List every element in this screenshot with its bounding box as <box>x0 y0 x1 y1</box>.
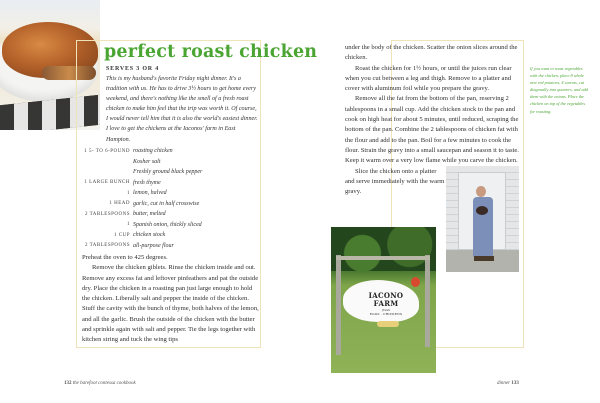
photo-hen-feet <box>377 321 399 327</box>
recipe-intro: This is my husband's favorite Friday night dinner. It's a tradition with us. He has to drive 3½ hours to get home every weekend, and there's nothing like the smell of a fresh roast chicken to make him feel that the trip was worth it. Of course, I would never tell him that it is also the world's easiest dinner. I love to get the chickens at the Iaconos' farm in East Hampton. <box>106 76 258 143</box>
ingredient-name: chicken stock <box>133 232 166 239</box>
ingredient-quantity: 2 TABLESPOONS <box>84 243 130 249</box>
ingredient-row <box>82 188 260 199</box>
ingredient-name: fresh thyme <box>133 179 161 186</box>
ingredient-row <box>82 199 260 210</box>
sign-line: fresh <box>382 308 390 312</box>
page-number: 132 <box>64 381 72 386</box>
photo-farmer-boots <box>474 256 494 261</box>
sign-line: EGGS · CHICKENS <box>369 312 403 316</box>
ingredient-row <box>82 178 260 189</box>
ingredient-list <box>82 146 260 251</box>
ingredient-name: all-purpose flour <box>133 242 174 249</box>
recipe-title: perfect roast chicken <box>104 42 318 62</box>
section-name: dinner <box>497 381 511 386</box>
ingredient-name: lemon, halved <box>133 190 167 197</box>
method-paragraph: under the body of the chicken. Scatter the onion slices around the chicken. <box>345 44 518 62</box>
ingredient-row <box>82 157 260 168</box>
farm-sign-photo <box>331 227 436 373</box>
ingredient-quantity: 1 HEAD <box>109 201 130 207</box>
ingredient-quantity: 1 CUP <box>114 232 130 238</box>
sign-line: IACONO <box>368 291 404 300</box>
photo-sign-post-left <box>336 255 341 355</box>
ingredient-row <box>82 241 260 252</box>
sidebar-tip: If you want to roast vegetables with the chicken, place 8 whole new red potatoes, 4 carrots, cut diagonally into quarters, and add them with the onions. Place the chicken on top of the vegetables for roasting. <box>530 66 588 114</box>
ingredient-quantity: 1 <box>127 222 130 228</box>
method-paragraph: Remove all the fat from the bottom of the pan, reserving 2 tablespoons in a small cup. Add the chicken stock to the pan and cook on high heat for about 5 minutes, until reduced, scraping the bottom of the pan. Combine the 2 tablespoons of chicken fat with the flour and add to the pan. Boil for a few minutes to cook the flour. Strain the gravy into a small saucepan and season it to taste. Keep it warm over a very low flame while you carve the chicken. <box>345 95 519 165</box>
method-paragraph: Slice the chicken onto a platter and serve immediately with the warm gravy. <box>345 167 445 196</box>
photo-sign-beam <box>336 256 430 260</box>
serves-label: SERVES 3 OR 4 <box>106 66 160 72</box>
folio-right <box>497 381 519 386</box>
method-text <box>82 253 260 346</box>
farmer-photo <box>446 166 519 272</box>
ingredient-row <box>82 167 260 178</box>
sign-line: FARM <box>373 299 399 308</box>
folio-left <box>64 381 136 386</box>
photo-sign-post-right <box>425 255 430 347</box>
page-number: 133 <box>511 381 519 386</box>
method-paragraph: Remove the chicken giblets. Rinse the chicken inside and out. Remove any excess fat and leftover pinfeathers and pat the outside dry. Place the chicken in a roasting pan just large enough to hold the chicken. Liberally salt and pepper the inside of the chicken. Stuff the cavity with the bunch of thyme, both halves of the lemon, and all the garlic. Brush the outside of the chicken with the butter and sprinkle again with salt and pepper. Tie the legs together with kitchen string and tuck the wing tips <box>82 264 259 344</box>
ingredient-quantity: 2 TABLESPOONS <box>84 211 130 217</box>
running-head: the barefoot contessa cookbook <box>72 381 136 386</box>
ingredient-name: Freshly ground black pepper <box>133 169 203 176</box>
ingredient-row <box>82 220 260 231</box>
ingredient-row <box>82 146 260 157</box>
photo-farmer-head <box>476 186 486 197</box>
photo-hen-comb <box>411 277 420 287</box>
ingredient-name: roasting chicken <box>133 148 173 155</box>
ingredient-name: Spanish onion, thickly sliced <box>133 221 202 228</box>
photo-held-hen <box>476 206 488 215</box>
farm-sign-text <box>361 292 411 316</box>
ingredient-name: Kosher salt <box>133 158 161 165</box>
ingredient-row <box>82 209 260 220</box>
ingredient-quantity: 1 5- TO 6-POUND <box>84 148 130 154</box>
ingredient-quantity: 1 LARGE BUNCH <box>84 180 130 186</box>
ingredient-name: garlic, cut in half crosswise <box>133 200 200 207</box>
right-page <box>300 0 600 403</box>
ingredient-name: butter, melted <box>133 211 166 218</box>
ingredient-quantity: 1 <box>127 190 130 196</box>
method-paragraph: Preheat the oven to 425 degrees. <box>82 254 168 261</box>
method-paragraph: Roast the chicken for 1½ hours, or until the juices run clear when you cut between a leg and thigh. Remove to a platter and cover with aluminum foil while you prepare the gravy. <box>345 64 512 93</box>
ingredient-row <box>82 230 260 241</box>
photo-trees <box>331 227 436 271</box>
